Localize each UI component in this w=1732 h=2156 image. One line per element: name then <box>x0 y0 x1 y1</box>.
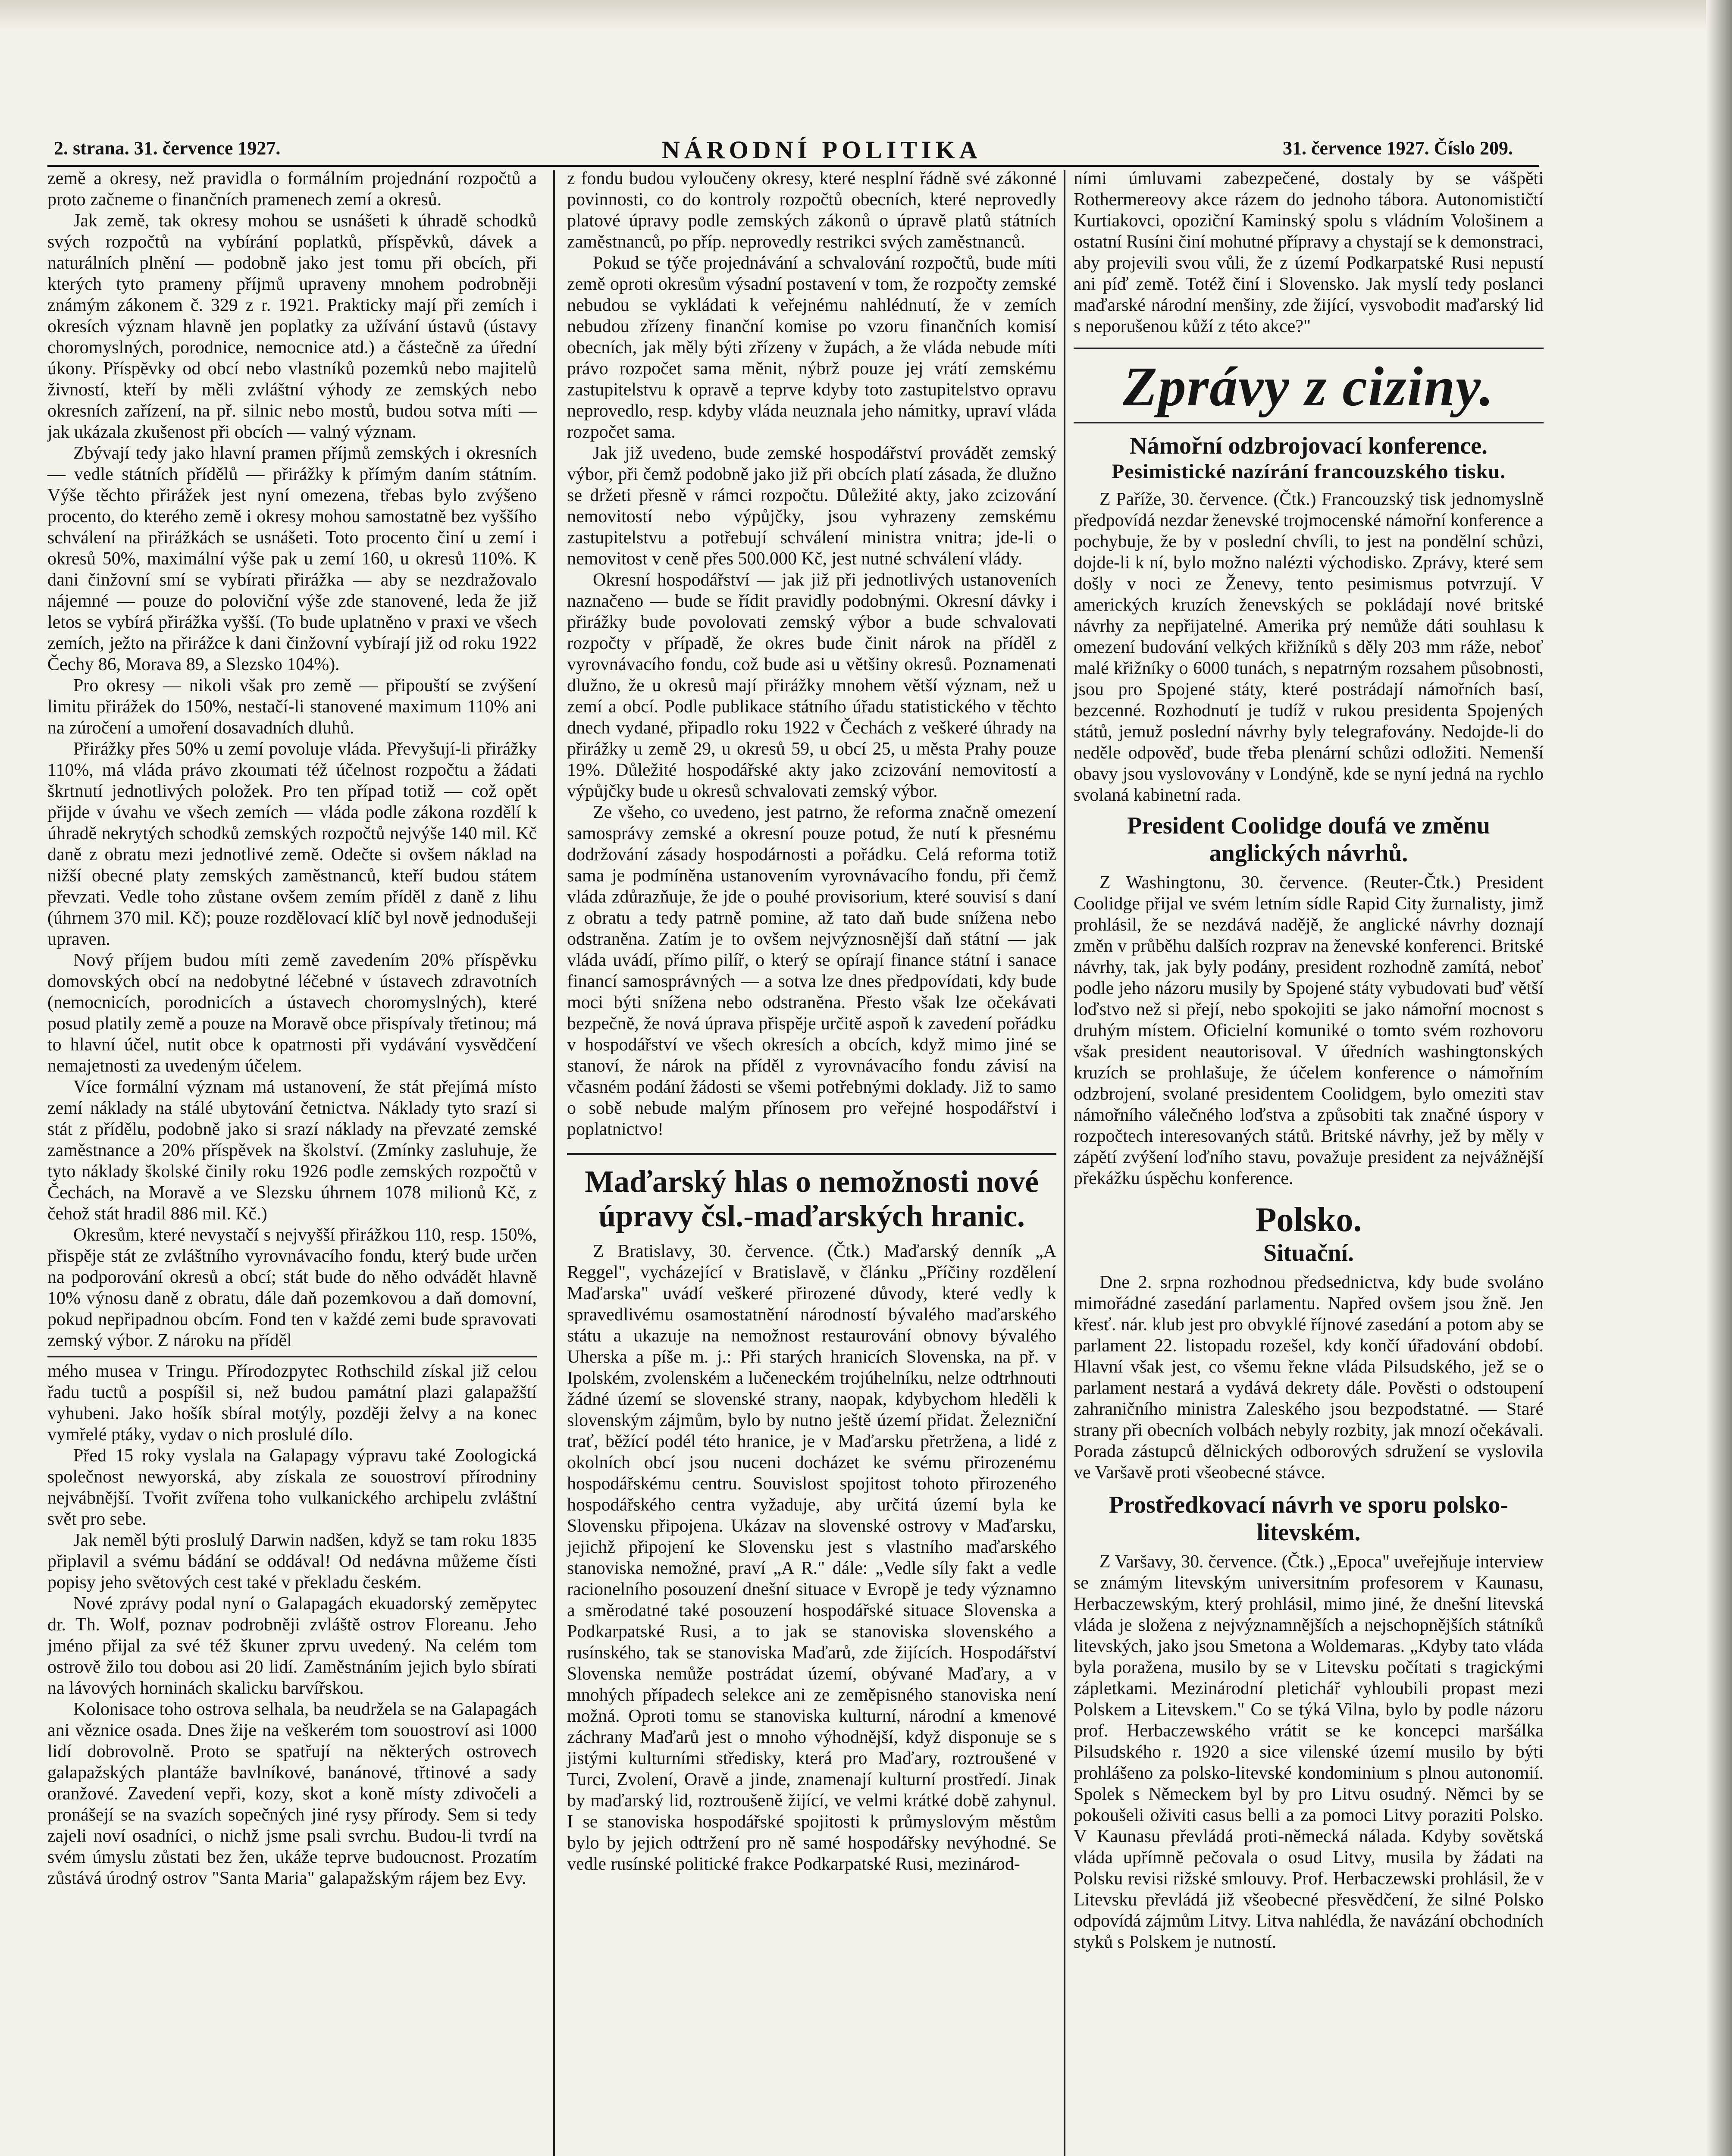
subheadline-french-press: Pesimistické nazírání francouzského tisku. <box>1112 460 1506 483</box>
article-paragraph: Pokud se týče projednávání a schvalování rozpočtů, bude míti země oproti okresům výsadní postavení v tom, že rozpočty zemské nebudou se vykládati k veřejnému nahlédnutí, že v zemích nebudou zřízeny finanční komise po vzoru finančních komisí obecních, jak měly býti zřízeny v župách, a že vláda nebude míti právo rozpočet sama měnit, nýbrž pouze jej vrátí zemskému zastupitelstvu k opravě a teprve kdyby toto zastupitelstvo opravu neprovedlo, resp. kdyby vláda neuznala jeho námitky, upraví vláda rozpočet sama. <box>567 253 1056 442</box>
page-date-right: 31. července 1927. Číslo 209. <box>1283 138 1513 159</box>
feuilleton-paragraph: Před 15 roky vyslala na Galapagy výpravu také Zoologická společnost newyorská, aby získala ze souostroví přírodniny nejvábnější. Tvořit zvířena toho vulkanického archipelu zvláštní svět pro sebe. <box>47 1446 537 1529</box>
article-paragraph: Z Bratislavy, 30. července. (Čtk.) Maďarský denník „A Reggel", vycházející v Bratislavě, v článku „Příčiny rozdělení Maďarska" uvádí veškeré přirozené důvody, které vedly k spravedlivému osamostatnění národností bývalého maďarského státu a ukazuje na nemožnost restaurování obnovy bývalého Uherska a píše m. j.: Při starých hranicích Slovenska, na př. v Ipolském, zvolenském a lučeneckém trojúhelníku, nelze odtrhnouti žádné území se slovenské strany, naopak, kdybychom hleděli k slovenským zájmům, bylo by nutno ještě území přidat. Železniční trať, běžící podél této hranice, je v Maďarsku přetržena, a lidé z okolních obcí jsou nuceni docházet ke svému přirozenému hospodářskému centru. Souvislost spojitost tohoto přirozeného hospodářského centra vyžaduje, aby určitá území byla ke Slovensku připojena. Ukázav na slovenské ostrovy v Maďarsku, jejichž připojení ke Slovensku jest s vlastního maďarského stanoviska nemožné, praví „A R." dále: „Vedle síly fakt a vedle racionelního posouzení dnešní situace v Evropě je tedy významno a směrodatné také posouzení hospodářské situace Slovenska a Podkarpatské Rusi, a to jak se stanoviska slovenského a rusínského, tak se stanoviska Maďarů, zde žijících. Hospodářství Slovenska nemůže postrádat území, obývané Maďary, a v mnohých případech selekce ani ze zeměpisného stanoviska není možná. Oproti tomu se stanoviska kulturní, národní a kmenové záchrany Maďarů jest o mnoho výhodnější, když disponuje se s jistými kulturními středisky, která pro Maďary, roztroušené v Turci, Zvolení, Oravě a jinde, znamenají kulturní prostředí. Jinak by maďarský lid, roztroušeně žijící, ve velmi krátké době zahynul. I se stanoviska hospodářské spojitosti k průmyslovým městům bylo by jejich odtržení pro ně samé hospodářsky nevýhodné. Se vedle rusínské politické frakce Podkarpatské Rusi, mezinárod- <box>567 1241 1056 1874</box>
headline-polish-lithuanian: Prostředkovací návrh ve sporu polsko-litevském. <box>1109 1492 1509 1546</box>
feuilleton-paragraph: mého musea v Tringu. Přírodozpytec Rothschild získal již celou řadu tuctů a pospíšil si, než budou památní plazi galapažští vyhubeni. Jako hošík sbíral motýly, později želvy a na konec vymřelé ptáky, vydav o nich proslulé dílo. <box>47 1361 537 1445</box>
masthead-rule <box>47 165 1539 167</box>
article-paragraph: Dne 2. srpna rozhodnou předsednictva, kdy bude svoláno mimořádné zasedání parlamentu. Napřed ovšem jsou žně. Jen křesť. nár. klub jest pro obvyklé říjnové zasedání a potom aby se parlament 22. listopadu rozešel, kdy končí úřadování období. Hlavní však jest, co všemu řekne vláda Pilsudského, jež se o parlament nestará a vydává dekrety dále. Pověsti o odstoupení zahraničního ministra Zaleského jsou bezpodstatné. — Staré strany při obecních volbách nebyly rozbity, jak mnozí očekávali. Porada zástupců dělnických odborových sdružení se vyslovila ve Varšavě proti všeobecné stávce. <box>1074 1272 1544 1482</box>
scan-edge-top <box>0 0 1732 30</box>
article-paragraph: Nový příjem budou míti země zavedením 20% příspěvku domovských obcí na nedobytné léčebné v ústavech zdravotních (nemocnicích, porodnicích a ústavech choromyslných), které posud platily země a pouze na Moravě obce přispívaly třetinou; má to hlavní účel, nutit obce k opatrnosti při vydávání vysvědčení nemajetnosti za uvedeným účelem. <box>47 950 537 1076</box>
section-rule-bottom <box>1074 422 1544 423</box>
headline-poland: Polsko. <box>1255 1201 1362 1239</box>
article-paragraph: Okresům, které nevystačí s nejvyšší přirážkou 110, resp. 150%, přispěje stát ze zvláštního vyrovnávacího fondu, který bude určen na podporování okresů a obcí; stát bude do něho odvádět hlavně 10% výnosu daně z obratu, dále daň pozemkovou a daň domovní, pokud nepřipadnou obcím. Fond ten v každé zemi bude spravovati zemský výbor. Z nároku na příděl <box>47 1225 537 1351</box>
feuilleton-rule <box>47 1356 537 1357</box>
article-paragraph: Zbývají tedy jako hlavní pramen příjmů zemských i okresních — vedle státních přídělů — přirážky k přímým daním státním. Výše těchto přirážek jest nyní omezena, třebas bylo zvýšeno procento, do kterého země i okresy mohou samostatně bez vyššího schválení na přirážkách se usnášeti. Toto procento činí u zemí i okresů 50%, maximální výše pak u zemí 160, u okresů 110%. K dani činžovní smí se vybírati přirážka — aby se nezdražovalo nájemné — pouze do poloviční výše zde stanovené, leda že již letos se vybírá přirážka vyšší. (To bude uplatněno v praxi ve všech zemích, ježto na přirážce k dani činžovní vybírají již od roku 1922 Čechy 86, Morava 89, a Slezsko 104%). <box>47 443 537 674</box>
article-paragraph: Více formální význam má ustanovení, že stát přejímá místo zemí náklady na stálé ubytování četnictva. Náklady tyto srazí si stát z přídělu, podobně jako si srazí náklady na převzaté zemské zaměstnance a 20% příspěvek na školství. (Zmínky zasluhuje, že tyto náklady školské činily roku 1926 podle zemských rozpočtů v Čechách, na Moravě a ve Slezsku úhrnem 1078 milionů Kč, z čehož stát hradil 886 mil. Kč.) <box>47 1077 537 1224</box>
column-1 <box>47 168 537 1889</box>
article-paragraph: Okresní hospodářství — jak již při jednotlivých ustanoveních naznačeno — bude se řídit pravidly podobnými. Okresní dávky i přirážky bude povolovati zemský výbor a bude schvalovati rozpočty v případě, že okres bude činit nárok na příděl z vyrovnávacího fondu, což bude asi u většiny okresů. Poznamenati dlužno, že u okresů mají přirážky mnohem větší význam, než u zemí a obcí. Podle publikace státního úřadu statistického v těchto dnech vydané, připadlo roku 1922 v Čechách z veškeré úhrady na přirážky u země 29, u okresů 59, u obcí 25, u města Prahy pouze 19%. Důležité hospodářské akty jako zcizování nemovitostí a výpůjčky bude u okresů schvalovati zemský výbor. <box>567 570 1056 801</box>
article-paragraph: ními úmluvami zabezpečené, dostaly by se vášpěti Rothermereovy akce rázem do jednoho tábora. Autonomističtí Kurtiakovci, opoziční Kaminský spolu s vládním Vološinem a ostatní Rusíni činí mohutné přípravy a chystají se k demonstraci, aby projevili svou vůli, že z území Podkarpatské Rusi nepustí ani píď země. Totéž činí i Slovensko. Jak myslí tedy poslanci maďarské národní menšiny, zde žijící, vysvobodit maďarský lid s neporušenou kůží z této akce?" <box>1074 169 1544 336</box>
column-divider-2 <box>1064 170 1065 2156</box>
headline-hungarian-voice: Maďarský hlas o nemožnosti nové úpravy čsl.-maďarských hranic. <box>585 1164 1039 1233</box>
newspaper-title: NÁRODNÍ POLITIKA <box>662 136 982 164</box>
section-rule-top <box>1074 348 1544 349</box>
article-paragraph: Z Varšavy, 30. července. (Čtk.) „Epoca" uveřejňuje interview se známým litevským universitním profesorem v Kaunasu, Herbaczewským, který prohlásil, mimo jiné, že dnešní litevská vláda je složena z nejvýznamnějších a nejschopnějších státníků litevských, jako jsou Smetona a Woldemaras. „Kdyby tato vláda byla poražena, musilo by se v Litevsku počítati s tragickými zápletkami. Mezinárodní pletichář vyhloubili propast mezi Polskem a Litevskem." Co se týká Vilna, bylo by podle názoru prof. Herbaczewského vrátit se ke koncepci maršálka Pilsudského r. 1920 a sice vilenské území musilo by býti prohlášeno za polsko-litevské kondominium s plnou autonomií. Spolek s Německem byl by pro Litvu osudný. Němci by se pokoušeli oživiti casus belli a za pomoci Litvy poraziti Polsko. V Kaunasu převládá proti-německá nálada. Kdyby sovětská vláda upřímně pečovala o osud Litvy, musila by žádati na Polsku revisi rižské smlouvy. Prof. Herbaczewski prohlásil, že v Litevsku převládá již všeobecné přesvědčení, že silné Polsko odpovídá zájmům Litvy. Litva nahlédla, že navázání obchodních styků s Polskem je nutností. <box>1074 1552 1544 1952</box>
article-paragraph: Přirážky přes 50% u zemí povoluje vláda. Převyšují-li přirážky 110%, má vláda právo zkoumati též účelnost rozpočtu a žádati škrtnutí jednotlivých položek. Pro ten případ totiž — což opět přijde v úvahu ve všech zemích — vláda podle zákona rozdělí k úhradě nekrytých schodků zemských rozpočtů nejvýše 140 mil. Kč daně z obratu mezi jednotlivé země. Odečte si ovšem náklad na nižší obecné platy zemských zaměstnanců, kteří budou státem převzati. Vedle toho zůstane ovšem zemím příděl z daně z lihu (úhrnem 370 mil. Kč); pouze rozdělovací klíč byl nově jednodušeji upraven. <box>47 739 537 949</box>
subheadline-situation: Situační. <box>1263 1240 1354 1266</box>
headline-coolidge: President Coolidge doufá ve změnu anglických návrhů. <box>1127 812 1491 867</box>
article-paragraph: Jak již uvedeno, bude zemské hospodářství provádět zemský výbor, při čemž podobně jako již při obcích platí zásada, že dlužno se držeti přesně v rámci rozpočtu. Důležité akty, jako zcizování nemovitostí nebo výpůjčky, jsou vyhrazeny zemskému zastupitelstvu a potřebují schválení ministra vnitra; jde-li o nemovitost v ceně přes 500.000 Kč, jest nutné schválení vlády. <box>567 443 1056 569</box>
article-paragraph: Ze všeho, co uvedeno, jest patrno, že reforma značně omezení samosprávy zemské a okresní pouze potud, že nutí k přesnému dodržování zásady hospodárnosti a pořádku. Celá reforma totiž sama je podmíněna ustanovením vyrovnávacího fondu, při čemž vláda zdůrazňuje, že jde o pouhé provisorium, které souvisí s daní z obratu a tedy patrně pomine, až tato daň bude snížena nebo odstraněna. Zatím je to ovšem nejvýznosnější daň státní — jak vláda uvádí, přímo pilíř, o který se opírají finance státní i sanace financí samosprávných — a sotva lze dnes předpovídati, kdy bude moci býti snížena nebo odstraněna. Přesto však lze očekávati bezpečně, že nová úprava přispěje určitě aspoň k zavedení pořádku v hospodářství ve všech okresích a obcích, když mimo jiné se stanoví, že nárok na příděl z vyrovnávacího fondu závisí na včasném podání žádosti se všemi potřebnými doklady. Již to samo o sobě nebude malým přínosem pro veřejné hospodářství i poplatnictvo! <box>567 802 1056 1139</box>
article-paragraph: Pro okresy — nikoli však pro země — připouští se zvýšení limitu přirážek do 150%, nestačí-li stanovené maximum 110% ani na zúročení a umoření dosavadních dluhů. <box>47 676 537 738</box>
feuilleton-paragraph: Kolonisace toho ostrova selhala, ba neudržela se na Galapagách ani věznice osada. Dnes žije na veškerém tom souostroví asi 1000 lidí dobrovolně. Proto se spatřují na některých ostrovech galapažských plantáže bavlníkové, banánové, třtinové a sady oranžové. Zavedení vepři, kozy, skot a koně místy zdivočeli a pronášejí se na svazích sopečných jiné rysy přírody. Sem si tedy zajeli noví osadníci, o nichž jsme psali svrchu. Budou-li tvrdí na svém úmyslu zůstati bez žen, ukáže teprve budoucnost. Prozatím zůstává úrodný ostrov "Santa Maria" galapažským rájem bez Evy. <box>47 1699 537 1888</box>
column-2 <box>567 168 1056 1875</box>
headline-naval-conference: Námořní odzbrojovací konference. <box>1129 432 1488 459</box>
page-date-left: 2. strana. 31. července 1927. <box>54 138 281 159</box>
article-paragraph: Jak země, tak okresy mohou se usnášeti k úhradě schodků svých rozpočtů na vybírání poplatků, příspěvků, dávek a naturálních plnění — podobně jako jest tomu při obcích, při kterých tyto prameny příjmů upraveny mnohem podrobněji známým zákonem č. 329 z r. 1921. Prakticky mají při zemích i okresích význam hlavně jen poplatky za užívání ústavů (ústavy choromyslných, porodnice, nemocnice atd.) a částečně za úřední úkony. Příspěvky od obcí nebo vlastníků pozemků nebo majitelů živností, kteří by měli zvláštní výhody ze zemských nebo okresních zařízení, na př. silnic nebo mostů, budou sotva míti — jak ukázala zkušenost při obcích — valný význam. <box>47 211 537 442</box>
article-paragraph: země a okresy, než pravidla o formálním projednání rozpočtů a proto začneme o finančních pramenech zemí a okresů. <box>47 169 537 210</box>
column-divider-1 <box>553 170 555 2156</box>
section-title-foreign-news: Zprávy z ciziny. <box>1123 356 1494 418</box>
feuilleton-paragraph: Nové zprávy podal nyní o Galapagách ekuadorský zeměpytec dr. Th. Wolf, poznav podrobněji zvláště ostrov Floreanu. Jeho jméno přijal za své též škuner zprvu uvedený. Na celém tom ostrově žilo tou dobou asi 20 lidí. Zaměstnáním jejich bylo sbírati na lávových horninách skalicku barvířskou. <box>47 1594 537 1698</box>
masthead <box>41 137 1550 167</box>
article-paragraph: Z Paříže, 30. července. (Čtk.) Francouzský tisk jednomyslně předpovídá nezdar ženevské trojmocenské námořní konference a pochybuje, že by v poslední chvíli, to jest na pondělní schůzi, dojde-li k ní, bylo možno nalézti východisko. Zprávy, které sem došly v noci ze Ženevy, tento pesimismus potvrzují. V amerických kruzích ženevských se pokládají nové britské návrhy za nepřijatelné. Amerika prý nemůže dáti souhlasu k omezení budování velkých křižníků s děly 203 mm ráže, neboť malé křižníky o 6000 tunách, s nepatrným rozsahem působnosti, jsou pro Spojené státy, které postrádají námořních basí, bezcenné. Rozhodnutí je tudíž v rukou presidenta Spojených států, jemuž poslední návrhy byly telegrafovány. Nedojde-li do neděle odpověď, bude třeba plenární schůzi odložiti. Nemenší obavy jsou vyslovovány v Londýně, kde se nyní jedná na rychlo svolaná kabinetní rada. <box>1074 489 1544 805</box>
article-paragraph: Z Washingtonu, 30. července. (Reuter-Čtk.) President Coolidge přijal ve svém letním sídle Rapid City žurnalisty, jimž prohlásil, že se nezdává nadějě, že anglické návrhy doznají změn v průběhu dalších rozprav na ženevské konferenci. Britské návrhy, tak, jak byly podány, president rozhodně zamítá, neboť podle jeho názoru musily by Spojené státy vybudovati buď větší loďstvo než si přejí, nebo spokojiti se jako námořní mocnost s druhým místem. Oficielní komuniké o tomto svém rozhovoru však president neautorisoval. V úředních washingtonských kruzích se prohlašuje, že účelem konference o námořním odzbrojení, svolané presidentem Coolidgem, bylo omeziti stav námořního válečného loďstva a způsobiti tak značné úspory v rozpočtech interesovaných států. Britské návrhy, jež by měly v zápětí zvýšení loďního stavu, považuje president za nejvážnější překážku úspěchu konference. <box>1074 873 1544 1188</box>
article-paragraph: z fondu budou vyloučeny okresy, které nesplní řádně své zákonné povinnosti, co do kontroly rozpočtů obecních, které neprovedly platové úpravy podle zemských zákonů o úpravě platů státních zaměstnanců, po příp. neprovedly restrikci svých zaměstnanců. <box>567 169 1056 252</box>
column-3 <box>1074 168 1544 1953</box>
article-separator <box>567 1153 1056 1155</box>
feuilleton-paragraph: Jak neměl býti proslulý Darwin nadšen, když se tam roku 1835 připlavil a svému bádání se oddával! Od nedávna můžeme čísti popisy jeho světových cest také v překladu českém. <box>47 1530 537 1592</box>
scan-edge-right <box>1706 0 1732 2156</box>
